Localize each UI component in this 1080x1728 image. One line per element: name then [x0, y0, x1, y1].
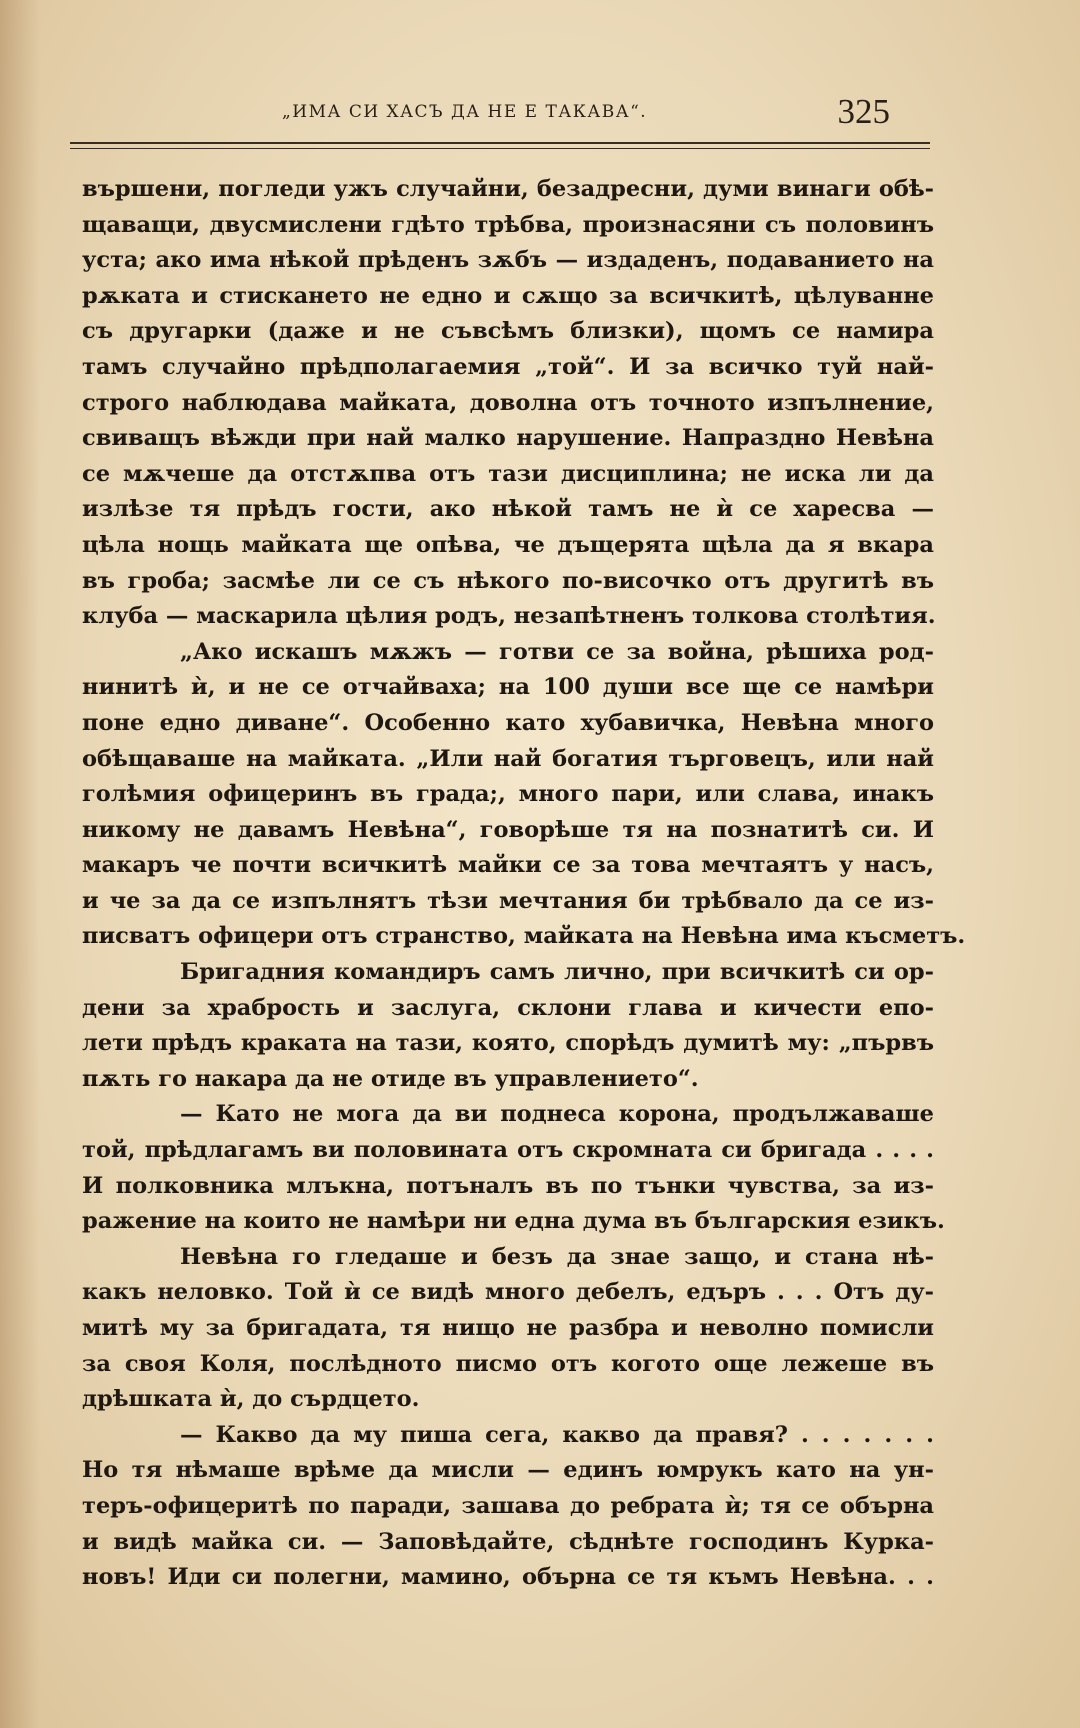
- text-line: новъ! Иди си полегни, мамино, обърна се тя къмъ Невѣна. . .: [82, 1564, 934, 1591]
- text-line: митѣ му за бригадата, тя нищо не разбра и неволно помисли: [82, 1315, 934, 1341]
- text-line: свиващъ вѣжди при най малко нарушение. Напраздно Невѣна: [82, 425, 934, 452]
- text-line: дени за храбрость и заслуга, склони глава и кичести епо-: [82, 994, 934, 1021]
- text-line: и видѣ майка си. — Заповѣдайте, сѣднѣте господинъ Курка-: [82, 1528, 934, 1555]
- text-line: обѣщаваше на майката. „Или най богатия търговецъ, или най: [82, 745, 934, 772]
- text-line: строго наблюдава майката, доволна отъ точното изпълнение,: [82, 389, 934, 416]
- text-line: излѣзе тя прѣдъ гости, ако нѣкой тамъ не ѝ се харесва —: [82, 496, 934, 523]
- text-line: макаръ че почти всичкитѣ майки се за това мечтаятъ у насъ,: [82, 852, 934, 879]
- text-line: поне едно диване“. Особенно като хубавичка, Невѣна много: [82, 709, 934, 736]
- text-line: щаващи, двусмислени гдѣто трѣбва, произнасяни съ половинъ: [82, 211, 934, 238]
- text-line: се мѫчеше да отстѫпва отъ тази дисциплина; не иска ли да: [82, 460, 934, 487]
- text-line: съ другарки (даже и не съвсѣмъ близки), щомъ се намира: [82, 318, 934, 345]
- text-line: — Като не мога да ви поднеса корона, продължаваше: [180, 1101, 934, 1128]
- text-line: И полковника млъкна, потъналъ въ по тънки чувства, за из-: [82, 1172, 934, 1199]
- text-line: писватъ офицери отъ странство, майката на Невѣна има късметъ.: [82, 923, 966, 950]
- text-line: Но тя нѣмаше врѣме да мисли — единъ юмрукъ като на ун-: [82, 1457, 934, 1484]
- text-line: той, прѣдлагамъ ви половината отъ скромната си бригада . . . .: [82, 1137, 934, 1164]
- text-line: рѫката и стискането не едно и сѫщо за всичкитѣ, цѣлуванне: [82, 282, 934, 309]
- page-header: [70, 92, 930, 140]
- text-line: за своя Коля, послѣдното писмо отъ когото още лежеше въ: [82, 1350, 934, 1377]
- text-line: вършени, погледи ужъ случайни, безадресни, думи винаги обѣ-: [82, 176, 934, 202]
- text-line: цѣла нощь майката ще опѣва, че дъщерята щѣла да я вкара: [82, 531, 934, 558]
- header-rule: [70, 142, 930, 144]
- text-line: теръ-офицеритѣ по паради, зашава до ребрата ѝ; тя се обърна: [82, 1492, 934, 1519]
- body-text: [82, 172, 966, 1596]
- running-head: „ИМА СИ ХАСЪ ДА НЕ Е ТАКАВА“.: [282, 102, 648, 122]
- text-line: пѫть го накара да не отиде въ управлението“.: [82, 1065, 699, 1092]
- text-line: нинитѣ ѝ, и не се отчайваха; на 100 души все ще се намѣри: [82, 674, 934, 701]
- text-line: въ гроба; засмѣе ли се съ нѣкого по-височко отъ другитѣ въ: [82, 567, 934, 594]
- text-line: тамъ случайно прѣдполагаемия „той“. И за всичко туй най-: [82, 353, 934, 380]
- text-line: никому не давамъ Невѣна“, говорѣше тя на познатитѣ си. И: [82, 816, 934, 843]
- text-line: дрѣшката ѝ, до сърдцето.: [82, 1386, 420, 1413]
- text-line: — Какво да му пиша сега, какво да правя? . . . . . . .: [180, 1421, 934, 1448]
- header-rule-thin: [70, 148, 930, 149]
- text-line: Невѣна го гледаше и безъ да знае защо, и стана нѣ-: [180, 1243, 934, 1270]
- text-line: ражение на които не намѣри ни една дума въ българския езикъ.: [82, 1208, 945, 1235]
- page-edge-shadow: [0, 0, 40, 1728]
- text-line: лети прѣдъ краката на тази, която, спорѣдъ думитѣ му: „първъ: [82, 1030, 934, 1057]
- text-line: голѣмия офицеринъ въ града;, много пари, или слава, инакъ: [82, 781, 934, 808]
- text-line: клуба — маскарила цѣлия родъ, незапѣтненъ толкова столѣтия.: [82, 603, 936, 630]
- text-line: уста; ако има нѣкой прѣденъ зѫбъ — издаденъ, подаванието на: [82, 247, 934, 274]
- text-line: „Ако искашъ мѫжъ — готви се за война, рѣшиха род-: [180, 638, 934, 665]
- text-line: какъ неловко. Той ѝ се видѣ много дебелъ, едъръ . . . Отъ ду-: [82, 1279, 934, 1306]
- page-number: 325: [837, 92, 890, 131]
- text-line: Бригадния командиръ самъ лично, при всичкитѣ си ор-: [180, 959, 934, 986]
- text-line: и че за да се изпълнятъ тѣзи мечтания би трѣбвало да се из-: [82, 887, 934, 914]
